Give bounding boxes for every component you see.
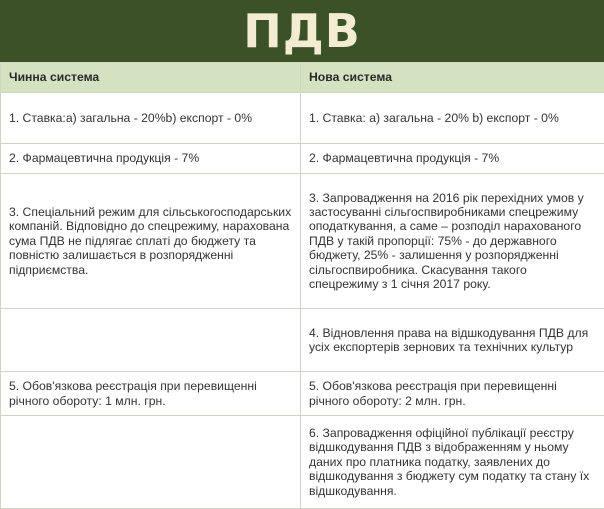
table-row [1, 372, 604, 416]
cell-new-system: 4. Відновлення права на відшкодування ПДВ для усіх експортерів зернових та технічних культур [301, 309, 604, 372]
cell-new-system: 6. Запровадження офіційної публікації реєстру відшкодування ПДВ з відображенням у ньому даних про платника податку, заявлених до відшкодування з бюджету сум податку та стану їх відшкодування. [301, 416, 604, 509]
header-row [1, 63, 604, 93]
cell-current-system: 5. Обов'язкова реєстрація при перевищенні річного обороту: 1 млн. грн. [1, 372, 301, 416]
cell-new-system: 2. Фармацевтична продукція - 7% [301, 144, 604, 174]
cell-current-system-empty [1, 309, 301, 372]
table-row [1, 309, 604, 372]
cell-current-system: 3. Спеціальний режим для сільськогосподарських компаній. Відповідно до спецрежиму, нарахована сума ПДВ не підлягає сплаті до бюджету та повністю залишається в розпорядженні підприємства. [1, 174, 301, 309]
table-row [1, 174, 604, 309]
table-row [1, 144, 604, 174]
column-header-current-system: Чинна система [1, 63, 301, 93]
comparison-table [0, 62, 604, 509]
page-title: ПДВ [243, 4, 361, 58]
title-bar [0, 0, 604, 62]
cell-current-system-empty [1, 416, 301, 509]
cell-new-system: 5. Обов'язкова реєстрація при перевищенні річного обороту: 2 млн. грн. [301, 372, 604, 416]
cell-current-system: 1. Ставка:а) загальна - 20%b) експорт - 0% [1, 93, 301, 144]
column-header-new-system: Нова система [301, 63, 604, 93]
cell-new-system: 3. Запровадження на 2016 рік перехідних умов у застосуванні сільгоспвиробниками спецрежиму оподаткування, а саме – розподіл нарахованого ПДВ у такій пропорції: 75% - до державного бюджету, 25% - залишення у розпорядженні сільгоспвиробника. Скасування такого спецрежиму з 1 січня 2017 року. [301, 174, 604, 309]
table-row [1, 93, 604, 144]
cell-current-system: 2. Фармацевтична продукція - 7% [1, 144, 301, 174]
cell-new-system: 1. Ставка: а) загальна - 20% b) експорт - 0% [301, 93, 604, 144]
table-row [1, 416, 604, 509]
